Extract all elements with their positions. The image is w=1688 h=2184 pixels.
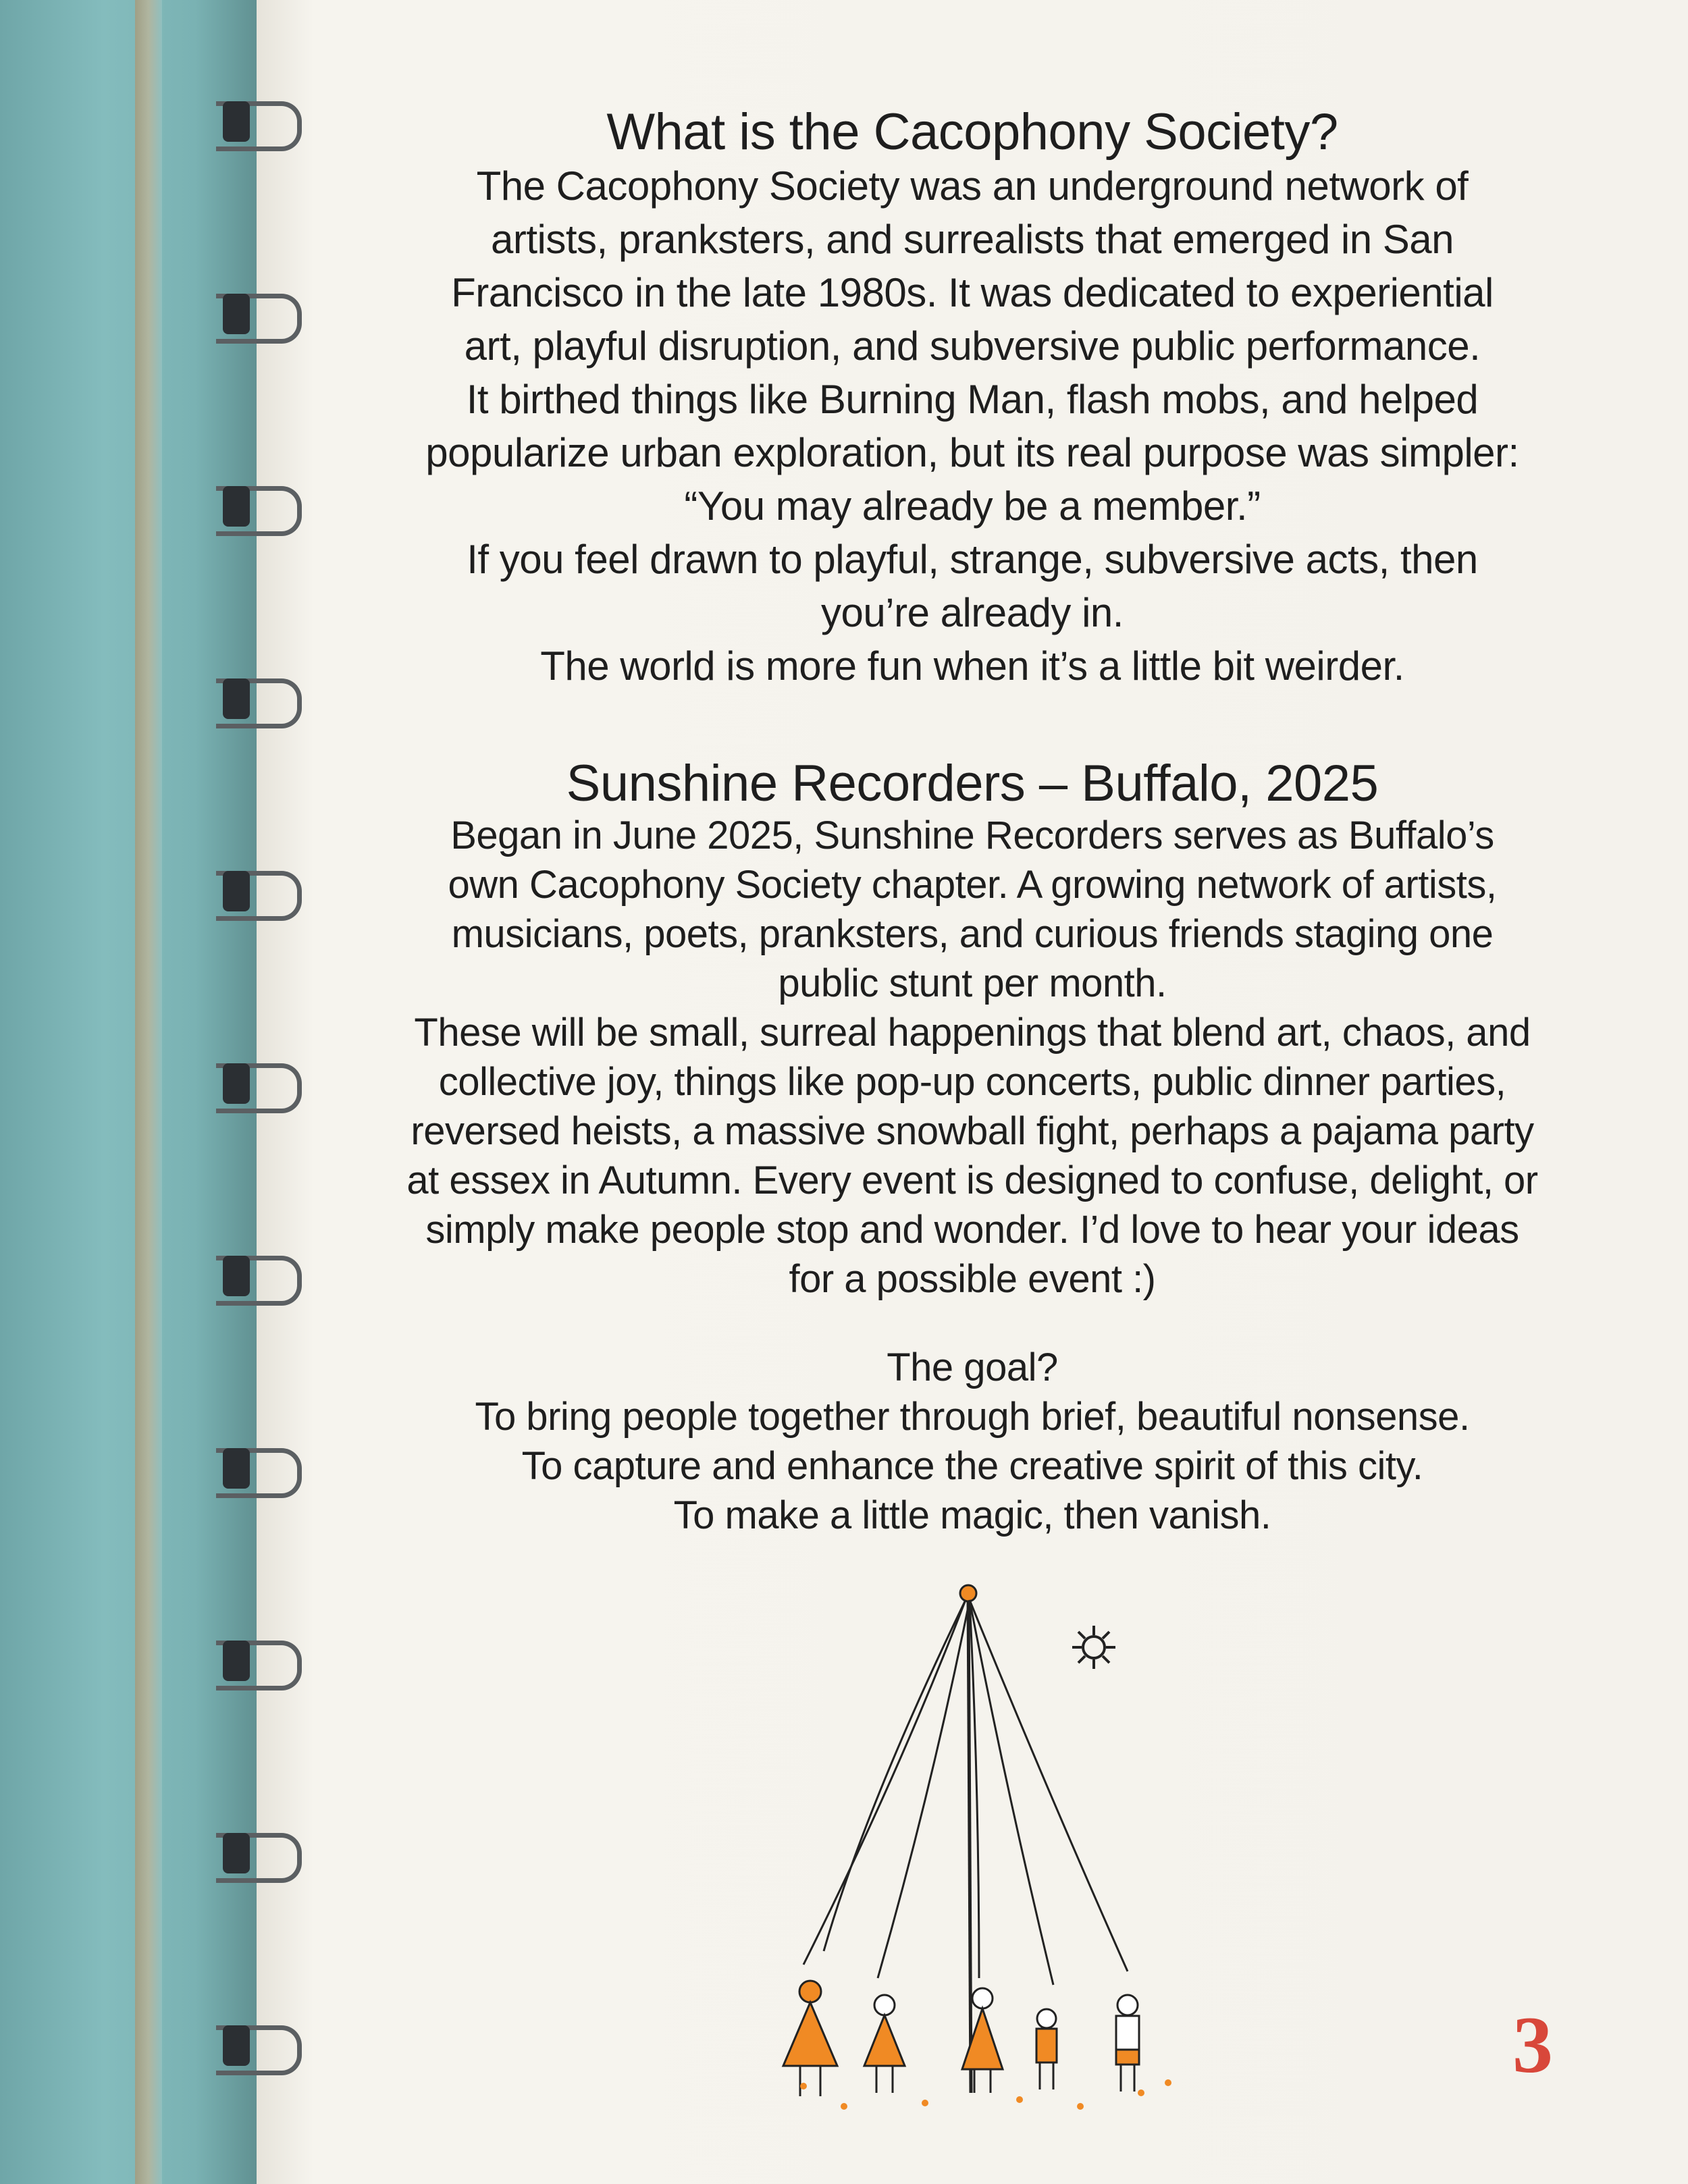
body-line: Began in June 2025, Sunshine Recorders serves as Buffalo’s (450, 814, 1494, 857)
section-cacophony (257, 105, 1688, 693)
binder-ring-clip (223, 871, 250, 911)
dancers (783, 1981, 1139, 2096)
body-line: collective joy, things like pop-up concerts, public dinner parties, (438, 1060, 1506, 1104)
binder-ring-clip (223, 1641, 250, 1681)
binder-worn-edge (135, 0, 162, 2184)
body-line: for a possible event :) (789, 1257, 1156, 1301)
section-title: Sunshine Recorders – Buffalo, 2025 (566, 755, 1379, 812)
body-line: own Cacophony Society chapter. A growing network of artists, (448, 863, 1497, 907)
blank-line (257, 1304, 1688, 1343)
binder-ring-clip (223, 1448, 250, 1489)
binder-ring-clip (223, 2025, 250, 2066)
body-line: Francisco in the late 1980s. It was dedicated to experiential (451, 270, 1494, 315)
pole-top (960, 1585, 976, 1601)
ribbons (803, 1600, 1128, 1985)
body-line: public stunt per month. (778, 961, 1167, 1005)
page-number: 3 (1512, 2000, 1553, 2089)
goal-line: To bring people together through brief, beautiful nonsense. (475, 1395, 1470, 1439)
binder-ring-clip (223, 294, 250, 334)
binder-ring-clip (223, 1063, 250, 1104)
body-line: art, playful disruption, and subversive public performance. (464, 323, 1481, 369)
body-line: The Cacophony Society was an underground network of (476, 163, 1469, 209)
body-line: you’re already in. (821, 590, 1124, 635)
binder-ring-clip (223, 678, 250, 719)
body-line: musicians, poets, pranksters, and curious friends staging one (451, 912, 1494, 956)
goal-heading: The goal? (887, 1346, 1058, 1389)
body-line: These will be small, surreal happenings that blend art, chaos, and (414, 1011, 1531, 1055)
goal-line: To make a little magic, then vanish. (673, 1493, 1271, 1537)
body-line: If you feel drawn to playful, strange, subversive acts, then (467, 537, 1478, 582)
section-sunshine-recorders (257, 757, 1688, 1540)
body-line: popularize urban exploration, but its real purpose was simpler: (425, 430, 1519, 475)
body-line: It birthed things like Burning Man, flash mobs, and helped (466, 377, 1479, 422)
flowers (800, 2079, 1171, 2110)
binder-ring-clip (223, 1256, 250, 1296)
binder-ring-clip (223, 486, 250, 527)
pole (968, 1593, 971, 2093)
binder-ring-clip (223, 1833, 250, 1873)
goal-line: To capture and enhance the creative spirit of this city. (521, 1444, 1423, 1488)
body-line: artists, pranksters, and surrealists that emerged in San (490, 217, 1454, 262)
body-line: “You may already be a member.” (684, 483, 1261, 529)
body-line: The world is more fun when it’s a little bit weirder. (540, 643, 1404, 689)
binder-ring-clip (223, 101, 250, 142)
body-line: simply make people stop and wonder. I’d love to hear your ideas (425, 1208, 1519, 1252)
maypole-illustration (763, 1573, 1195, 2113)
sun-icon (1072, 1626, 1115, 1669)
body-line: reversed heists, a massive snowball fight, perhaps a pajama party (411, 1109, 1534, 1153)
body-line: at essex in Autumn. Every event is designed to confuse, delight, or (406, 1158, 1538, 1202)
section-title: What is the Cacophony Society? (606, 103, 1338, 161)
